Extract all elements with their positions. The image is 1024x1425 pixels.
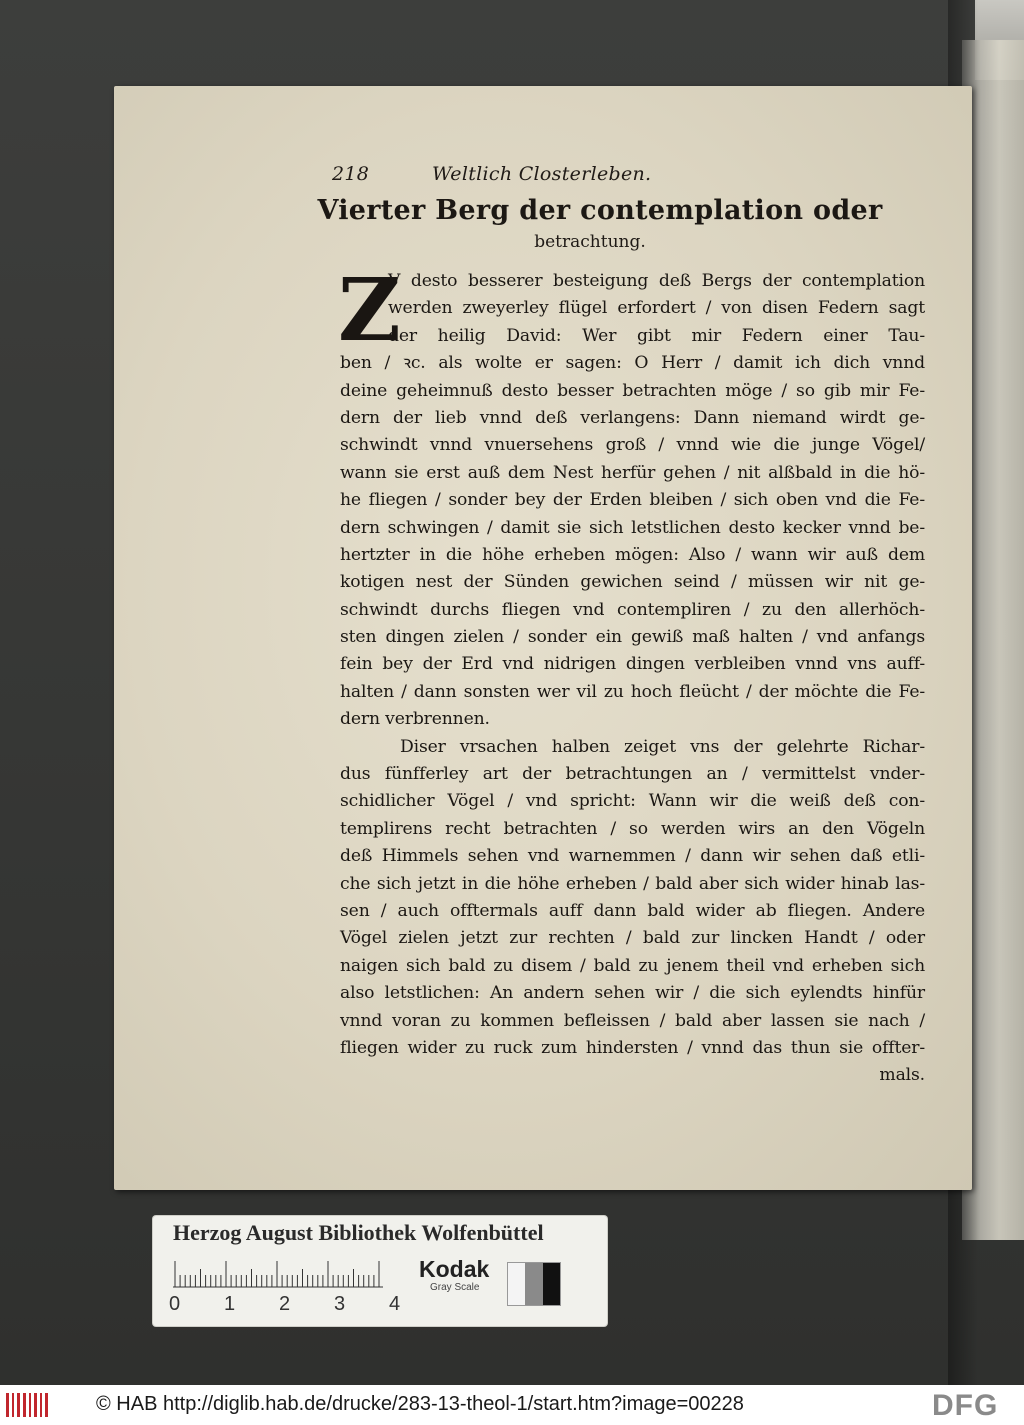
drop-capital: Z bbox=[338, 260, 401, 361]
chapter-heading: Vierter Berg der contemplation oder bbox=[317, 195, 883, 226]
text-line: kotigen nest der Sünden gewichen seind / müssen wir nit ge- bbox=[340, 572, 925, 593]
text-line: deine geheimnuß desto besser betrachten möge / so gib mir Fe- bbox=[340, 380, 925, 401]
chapter-subheading: betrachtung. bbox=[534, 232, 646, 252]
text-line: sen / auch offtermals auff dann bald wider ab fliegen. Andere bbox=[340, 900, 925, 921]
text-line: schwindt durchs fliegen vnd contempliren / zu den allerhöch- bbox=[340, 599, 925, 620]
text-line: templirens recht betrachten / so werden wirs an den Vögeln bbox=[340, 818, 925, 839]
swatch-gray bbox=[525, 1263, 542, 1305]
text-line: dern verbrennen. bbox=[340, 709, 490, 730]
text-line: Diser vrsachen halben zeiget vns der gelehrte Richar- bbox=[400, 736, 925, 757]
text-line: schwindt vnnd vnuersehens groß / vnnd wie die junge Vögel/ bbox=[340, 435, 925, 456]
text-line: dus fünfferley art der betrachtungen an / vermittelst vnder- bbox=[340, 764, 925, 785]
footer-bar bbox=[0, 1385, 1024, 1425]
text-line: hertzter in die höhe erheben mögen: Also / wann wir auß dem bbox=[340, 544, 925, 565]
text-line: werden zweyerley flügel erfordert / von disen Federn sagt bbox=[388, 298, 925, 319]
running-title: Weltlich Closterleben. bbox=[432, 163, 652, 185]
kodak-brand: Kodak bbox=[419, 1256, 490, 1282]
gray-scale-swatches bbox=[507, 1262, 561, 1306]
text-line: V desto besserer besteigung deß Bergs der contemplation bbox=[388, 271, 925, 291]
ruler-scale-icon bbox=[173, 1260, 383, 1288]
text-line: halten / dann sonsten wer vil zu hoch fleücht / der möchte die Fe- bbox=[340, 681, 925, 702]
text-line: che sich jetzt in die höhe erheben / bald aber sich wider hinab las- bbox=[340, 873, 925, 894]
swatch-black bbox=[543, 1263, 560, 1305]
dfg-logo: DFG bbox=[932, 1389, 999, 1422]
text-line: also letstlichen: An andern sehen wir / die sich eylendts hinfür bbox=[340, 983, 925, 1004]
ruler-label: 1 bbox=[224, 1293, 236, 1315]
text-line: he fliegen / sonder bey der Erden bleiben / sich oben vnd die Fe- bbox=[340, 490, 925, 511]
text-line: naigen sich bald zu disem / bald zu jenem theil vnd erheben sich bbox=[340, 955, 925, 976]
text-line: wann sie erst auß dem Nest herfür gehen / nit alßbald in die hö- bbox=[340, 462, 925, 483]
kodak-subtitle: Gray Scale bbox=[430, 1282, 480, 1293]
swatch-white bbox=[508, 1263, 525, 1305]
text-line: dern schwingen / damit sie sich letstlichen desto kecker vnnd be- bbox=[340, 517, 925, 538]
ruler-label: 2 bbox=[279, 1293, 291, 1315]
text-line: fein bey der Erd vnd nidrigen dingen verbleiben vnnd vns auff- bbox=[340, 654, 925, 675]
text-line: der heilig David: Wer gibt mir Federn einer Tau- bbox=[388, 325, 925, 346]
library-color-card bbox=[153, 1216, 607, 1326]
text-line: Vögel zielen jetzt zur rechten / bald zur lincken Handt / oder bbox=[340, 928, 925, 949]
ruler-labels bbox=[169, 1293, 409, 1319]
ruler-label: 3 bbox=[334, 1293, 346, 1315]
ruler-label: 0 bbox=[169, 1293, 181, 1315]
text-line: dern der lieb vnnd deß verlangens: Dann niemand wirdt ge- bbox=[340, 407, 925, 428]
footer-credit-link[interactable]: © HAB http://diglib.hab.de/drucke/283-13-theol-1/start.htm?image=00228 bbox=[96, 1393, 744, 1415]
text-line: fliegen wider zu ruck zum hindersten / vnnd das thun sie offter- bbox=[340, 1037, 925, 1058]
running-head bbox=[332, 163, 772, 185]
card-title: Herzog August Bibliothek Wolfenbüttel bbox=[173, 1220, 544, 1245]
page-number: 218 bbox=[332, 163, 370, 185]
ruler-label: 4 bbox=[389, 1293, 401, 1315]
text-line: deß Himmels sehen vnd warnemmen / dann wir sehen daß etli- bbox=[340, 846, 925, 867]
text-line: vnnd voran zu kommen befleissen / bald aber lassen sie nach / bbox=[340, 1010, 925, 1031]
hab-logo-icon bbox=[6, 1393, 48, 1417]
text-line: sten dingen zielen / sonder ein gewiß maß halten / vnd anfangs bbox=[340, 627, 925, 648]
text-line: schidlicher Vögel / vnd spricht: Wann wir die weiß deß con- bbox=[340, 791, 925, 812]
text-line: mals. bbox=[879, 1065, 925, 1086]
body-text bbox=[338, 260, 925, 1090]
text-line: ben / ꝛc. als wolte er sagen: O Herr / damit ich dich vnnd bbox=[340, 353, 925, 374]
